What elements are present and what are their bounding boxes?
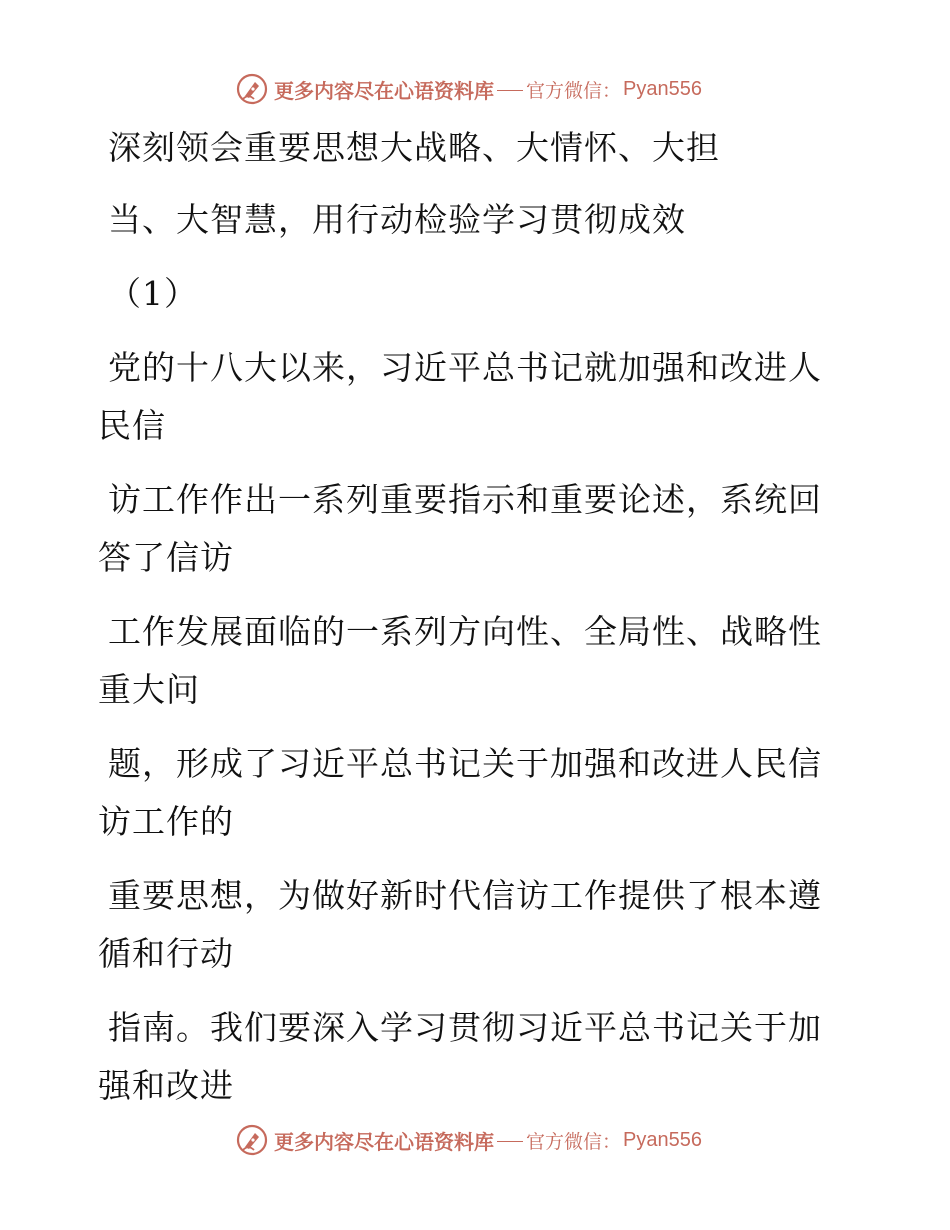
paragraph-line: 访工作的: [98, 802, 234, 841]
watermark-wechat-label: 官方微信：: [526, 79, 622, 102]
paragraph-line: 指南。我们要深入学习贯彻习近平总书记关于加: [108, 1008, 822, 1047]
paragraph-line: 循和行动: [98, 934, 234, 973]
pen-nib-logo-icon: [236, 73, 268, 105]
paragraph-line: 答了信访: [98, 538, 234, 577]
watermark-brand: 更多内容尽在心语资料库: [274, 1129, 494, 1154]
watermark-wechat-id: Pyan556: [623, 1128, 702, 1151]
watermark-divider: [497, 90, 523, 91]
paragraph-line: 重大问: [98, 670, 200, 709]
paragraph-line: 题，形成了习近平总书记关于加强和改进人民信: [108, 744, 822, 783]
watermark-brand: 更多内容尽在心语资料库: [274, 78, 494, 103]
paragraph-line: 工作发展面临的一系列方向性、全局性、战略性: [108, 612, 822, 651]
paragraph-line: 重要思想，为做好新时代信访工作提供了根本遵: [108, 876, 822, 915]
title-line-2: 当、大智慧，用行动检验学习贯彻成效: [108, 200, 686, 239]
paragraph-line: 党的十八大以来，习近平总书记就加强和改进人: [108, 348, 822, 387]
pen-nib-logo-icon: [236, 1124, 268, 1156]
paragraph-line: 强和改进: [98, 1066, 234, 1105]
title-line-1: 深刻领会重要思想大战略、大情怀、大担: [108, 128, 720, 167]
watermark-wechat-label: 官方微信：: [526, 1130, 622, 1153]
paragraph-line: 访工作作出一系列重要指示和重要论述，系统回: [108, 480, 822, 519]
watermark-banner-bottom: [236, 1123, 702, 1157]
watermark-banner-top: [236, 72, 702, 106]
watermark-divider: [497, 1141, 523, 1142]
watermark-wechat-id: Pyan556: [623, 77, 702, 100]
section-number: （1）: [108, 274, 198, 313]
paragraph-line: 民信: [98, 406, 166, 445]
